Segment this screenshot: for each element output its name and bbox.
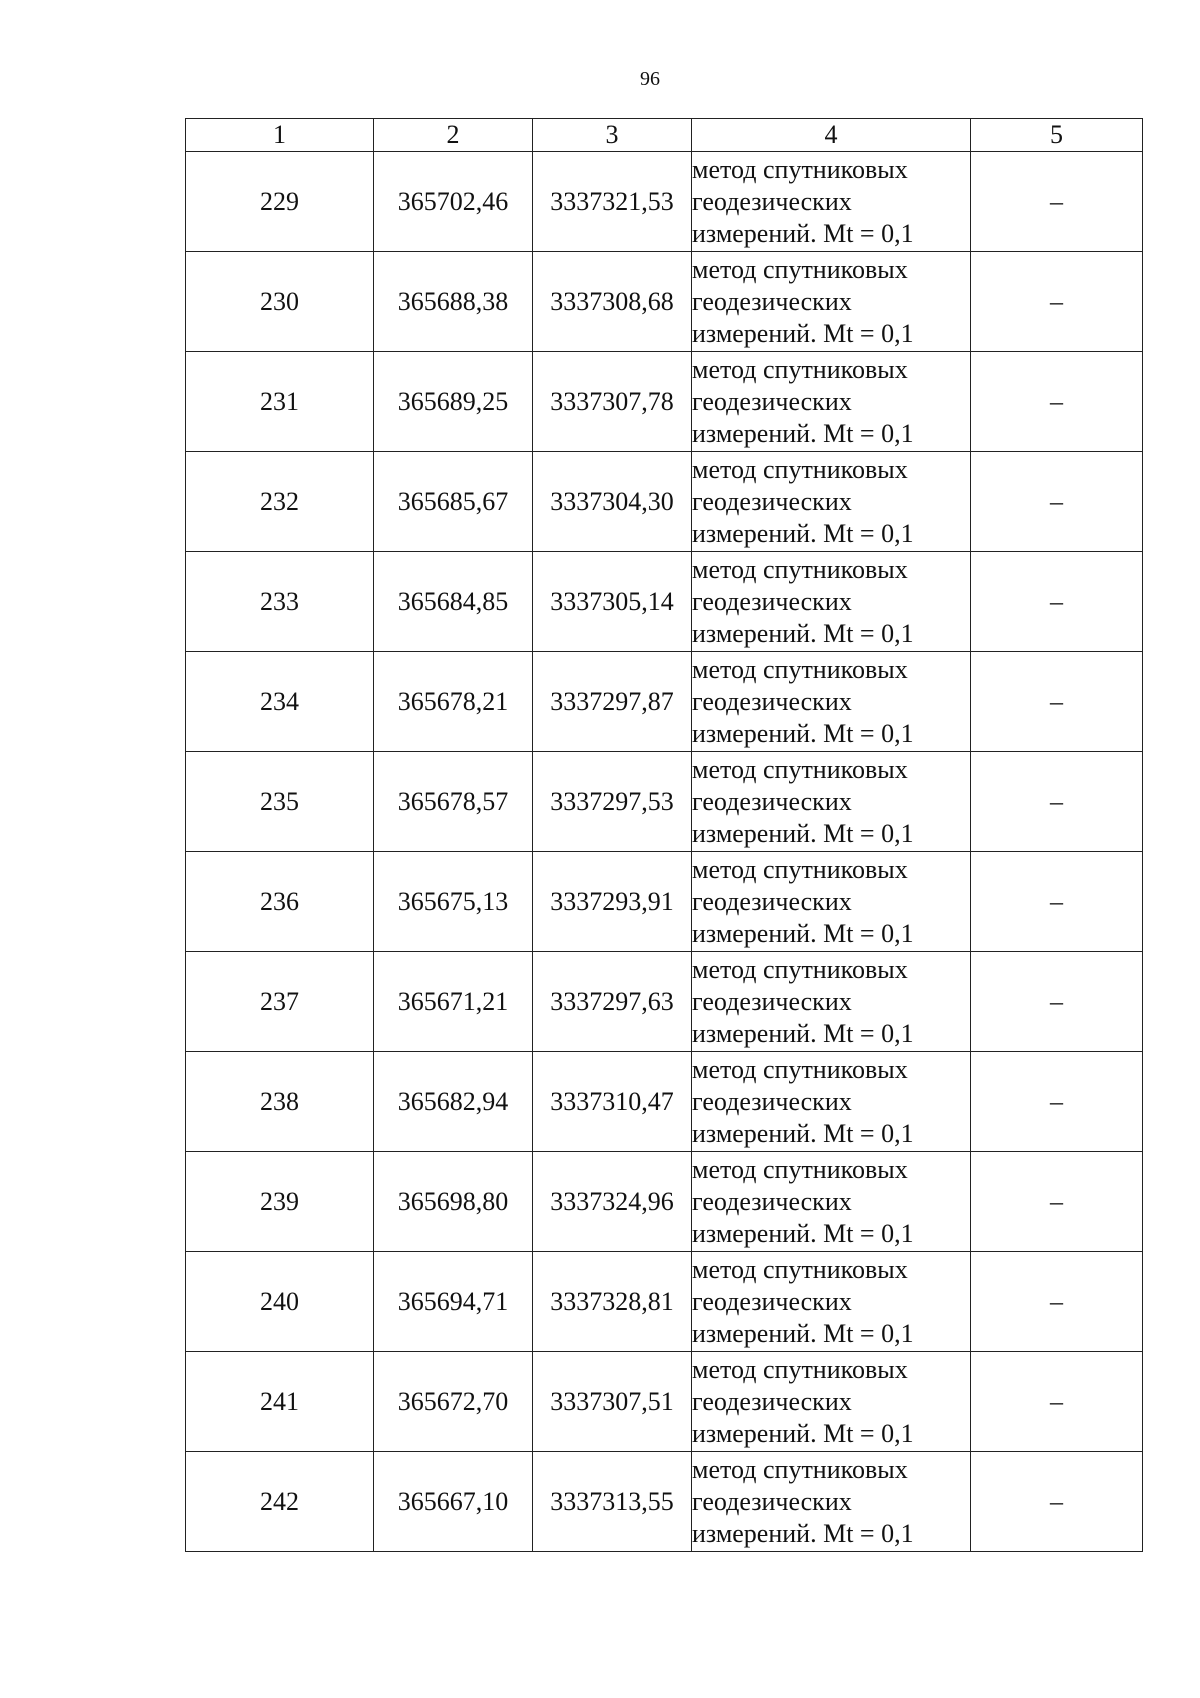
table-row [186, 152, 1143, 252]
method-line: измерений. Mt = 0,1 [692, 718, 914, 748]
method-line: измерений. Mt = 0,1 [692, 818, 914, 848]
note-cell: – [971, 1052, 1143, 1152]
table-row [186, 1252, 1143, 1352]
method-line: метод спутниковых [692, 954, 908, 984]
y-coordinate-cell: 3337305,14 [533, 552, 692, 652]
x-coordinate-cell: 365698,80 [374, 1152, 533, 1252]
method-line: метод спутниковых [692, 754, 908, 784]
x-coordinate-cell: 365667,10 [374, 1452, 533, 1552]
method-line: метод спутниковых [692, 1354, 908, 1384]
x-coordinate-cell: 365688,38 [374, 252, 533, 352]
table-row [186, 852, 1143, 952]
table-row [186, 352, 1143, 452]
x-coordinate-cell: 365684,85 [374, 552, 533, 652]
point-number-cell: 231 [186, 352, 374, 452]
table-header-row [186, 119, 1143, 152]
method-line: измерений. Mt = 0,1 [692, 618, 914, 648]
table-row [186, 1152, 1143, 1252]
method-line: измерений. Mt = 0,1 [692, 1218, 914, 1248]
method-line: геодезических [692, 1486, 852, 1516]
method-cell [692, 952, 971, 1052]
x-coordinate-cell: 365672,70 [374, 1352, 533, 1452]
method-line: геодезических [692, 286, 852, 316]
note-cell: – [971, 1152, 1143, 1252]
method-line: геодезических [692, 1086, 852, 1116]
method-line: геодезических [692, 1386, 852, 1416]
point-number-cell: 241 [186, 1352, 374, 1452]
method-line: измерений. Mt = 0,1 [692, 1018, 914, 1048]
method-line: измерений. Mt = 0,1 [692, 418, 914, 448]
table-row [186, 552, 1143, 652]
column-header-2: 2 [374, 119, 533, 152]
point-number-cell: 229 [186, 152, 374, 252]
method-cell [692, 352, 971, 452]
method-cell [692, 1052, 971, 1152]
method-line: геодезических [692, 1186, 852, 1216]
table-row [186, 1352, 1143, 1452]
table-row [186, 952, 1143, 1052]
x-coordinate-cell: 365689,25 [374, 352, 533, 452]
x-coordinate-cell: 365685,67 [374, 452, 533, 552]
x-coordinate-cell: 365671,21 [374, 952, 533, 1052]
y-coordinate-cell: 3337308,68 [533, 252, 692, 352]
method-cell [692, 252, 971, 352]
method-line: метод спутниковых [692, 254, 908, 284]
coordinates-table [185, 118, 1143, 1552]
table-row [186, 652, 1143, 752]
method-line: метод спутниковых [692, 354, 908, 384]
y-coordinate-cell: 3337321,53 [533, 152, 692, 252]
method-line: измерений. Mt = 0,1 [692, 518, 914, 548]
method-cell [692, 1352, 971, 1452]
note-cell: – [971, 652, 1143, 752]
y-coordinate-cell: 3337293,91 [533, 852, 692, 952]
x-coordinate-cell: 365678,57 [374, 752, 533, 852]
method-cell [692, 852, 971, 952]
method-line: геодезических [692, 186, 852, 216]
note-cell: – [971, 952, 1143, 1052]
point-number-cell: 236 [186, 852, 374, 952]
note-cell: – [971, 1252, 1143, 1352]
method-line: геодезических [692, 986, 852, 1016]
method-cell [692, 752, 971, 852]
method-line: измерений. Mt = 0,1 [692, 1118, 914, 1148]
method-line: измерений. Mt = 0,1 [692, 1418, 914, 1448]
y-coordinate-cell: 3337307,51 [533, 1352, 692, 1452]
table-row [186, 752, 1143, 852]
note-cell: – [971, 252, 1143, 352]
y-coordinate-cell: 3337313,55 [533, 1452, 692, 1552]
method-cell [692, 1252, 971, 1352]
method-line: метод спутниковых [692, 1254, 908, 1284]
table-row [186, 452, 1143, 552]
method-cell [692, 1152, 971, 1252]
method-line: геодезических [692, 686, 852, 716]
column-header-5: 5 [971, 119, 1143, 152]
y-coordinate-cell: 3337297,53 [533, 752, 692, 852]
method-line: метод спутниковых [692, 154, 908, 184]
method-cell [692, 652, 971, 752]
method-line: измерений. Mt = 0,1 [692, 1518, 914, 1548]
method-line: геодезических [692, 486, 852, 516]
method-line: метод спутниковых [692, 654, 908, 684]
point-number-cell: 242 [186, 1452, 374, 1552]
method-line: измерений. Mt = 0,1 [692, 218, 914, 248]
method-line: метод спутниковых [692, 854, 908, 884]
column-header-4: 4 [692, 119, 971, 152]
method-line: измерений. Mt = 0,1 [692, 1318, 914, 1348]
note-cell: – [971, 352, 1143, 452]
method-cell [692, 152, 971, 252]
column-header-3: 3 [533, 119, 692, 152]
y-coordinate-cell: 3337307,78 [533, 352, 692, 452]
method-line: метод спутниковых [692, 454, 908, 484]
point-number-cell: 237 [186, 952, 374, 1052]
point-number-cell: 235 [186, 752, 374, 852]
method-line: геодезических [692, 1286, 852, 1316]
x-coordinate-cell: 365702,46 [374, 152, 533, 252]
point-number-cell: 230 [186, 252, 374, 352]
table-row [186, 1452, 1143, 1552]
method-line: измерений. Mt = 0,1 [692, 318, 914, 348]
point-number-cell: 233 [186, 552, 374, 652]
x-coordinate-cell: 365675,13 [374, 852, 533, 952]
method-cell [692, 452, 971, 552]
x-coordinate-cell: 365694,71 [374, 1252, 533, 1352]
method-line: измерений. Mt = 0,1 [692, 918, 914, 948]
table-row [186, 252, 1143, 352]
method-line: метод спутниковых [692, 1154, 908, 1184]
note-cell: – [971, 1352, 1143, 1452]
note-cell: – [971, 152, 1143, 252]
y-coordinate-cell: 3337297,87 [533, 652, 692, 752]
x-coordinate-cell: 365678,21 [374, 652, 533, 752]
method-line: метод спутниковых [692, 1054, 908, 1084]
table-body [186, 152, 1143, 1552]
y-coordinate-cell: 3337328,81 [533, 1252, 692, 1352]
note-cell: – [971, 852, 1143, 952]
note-cell: – [971, 552, 1143, 652]
method-cell [692, 552, 971, 652]
page-number: 96 [640, 68, 660, 90]
method-line: геодезических [692, 886, 852, 916]
y-coordinate-cell: 3337310,47 [533, 1052, 692, 1152]
y-coordinate-cell: 3337324,96 [533, 1152, 692, 1252]
method-line: геодезических [692, 386, 852, 416]
point-number-cell: 232 [186, 452, 374, 552]
method-line: метод спутниковых [692, 554, 908, 584]
point-number-cell: 240 [186, 1252, 374, 1352]
table-row [186, 1052, 1143, 1152]
note-cell: – [971, 752, 1143, 852]
method-line: геодезических [692, 586, 852, 616]
note-cell: – [971, 1452, 1143, 1552]
y-coordinate-cell: 3337304,30 [533, 452, 692, 552]
method-line: геодезических [692, 786, 852, 816]
note-cell: – [971, 452, 1143, 552]
column-header-1: 1 [186, 119, 374, 152]
point-number-cell: 234 [186, 652, 374, 752]
point-number-cell: 238 [186, 1052, 374, 1152]
method-line: метод спутниковых [692, 1454, 908, 1484]
y-coordinate-cell: 3337297,63 [533, 952, 692, 1052]
point-number-cell: 239 [186, 1152, 374, 1252]
method-cell [692, 1452, 971, 1552]
x-coordinate-cell: 365682,94 [374, 1052, 533, 1152]
